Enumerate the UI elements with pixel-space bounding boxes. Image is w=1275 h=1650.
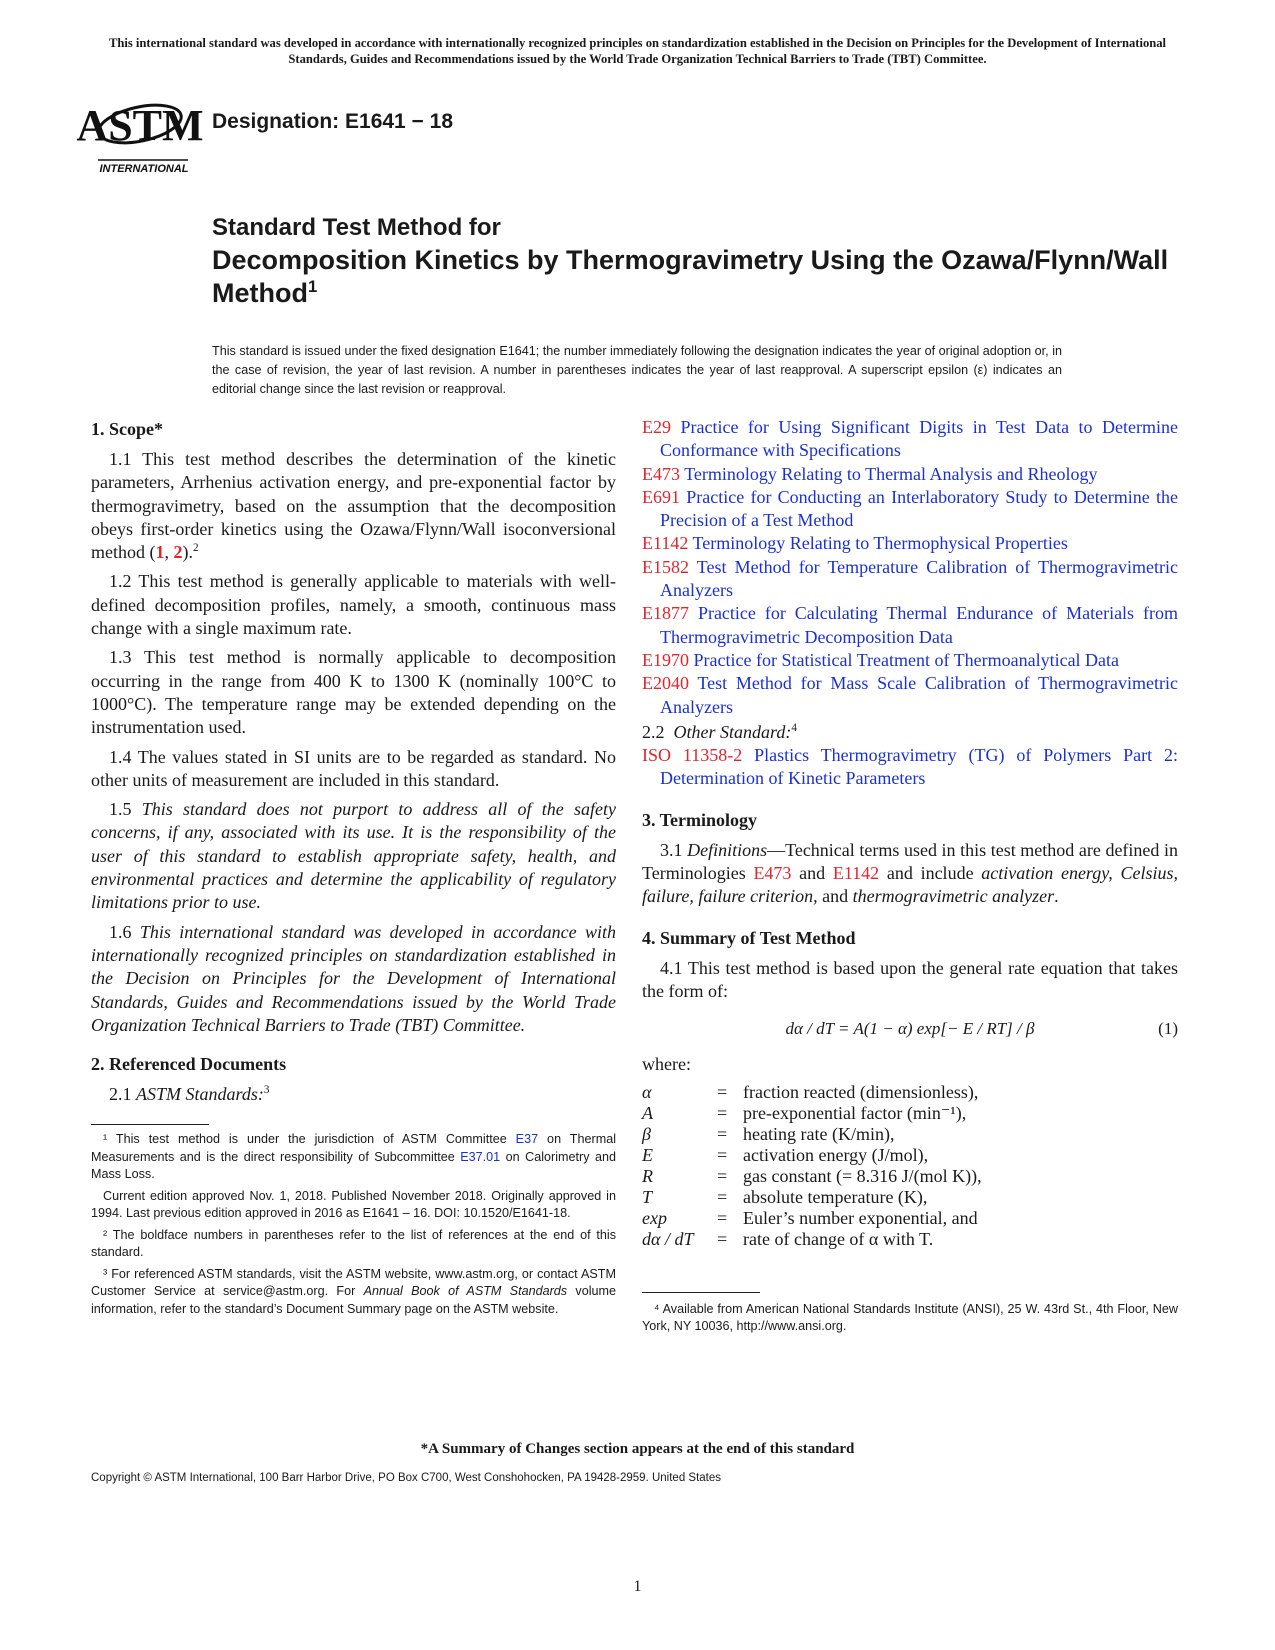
title-line1: Standard Test Method for [212, 214, 501, 241]
variable-row: A = pre-exponential factor (min⁻¹), [642, 1102, 967, 1123]
section-summary-heading: 4. Summary of Test Method [642, 927, 856, 948]
astm-reference-item[interactable]: E1970 Practice for Statistical Treatment of Thermoanalytical Data [642, 649, 1120, 670]
astm-reference-item[interactable]: E473 Terminology Relating to Thermal Analysis and Rheology [642, 463, 1098, 484]
variable-row: dα / dT = rate of change of α with T. [642, 1228, 934, 1249]
footnote-1-edition: Current edition approved Nov. 1, 2018. Published November 2018. Originally approved in 1994. Last previous edition approved in 2016 as E1641 – 16. DOI: 10.1520/E1641-18. [91, 1188, 616, 1221]
link-e473[interactable]: E473 [753, 863, 792, 884]
left-column [91, 416, 616, 1322]
title-block [212, 212, 1172, 310]
link-e37[interactable]: E37 [515, 1132, 539, 1147]
variable-row: α = fraction reacted (dimensionless), [642, 1081, 979, 1102]
para-3-1: 3.1 Definitions—Technical terms used in this test method are defined in Terminologies E473 and E1142 and include activation energy, Celsius, failure, failure criterion, and thermogravimetric analyzer. [642, 839, 1179, 907]
astm-logo [76, 86, 204, 182]
astm-reference-item[interactable]: E691 Practice for Conducting an Interlaboratory Study to Determine the Precision of a Test Method [642, 486, 1179, 531]
footnote-rule-right [642, 1292, 760, 1293]
link-e37-01[interactable]: E37.01 [460, 1149, 501, 1164]
where-label: where: [642, 1053, 691, 1074]
para-1-6: 1.6 This international standard was developed in accordance with internationally recognized principles on standardization established in the Decision on Principles for the Development of International Standards, Guides and Recommendations issued by the World Trade Organization Technical Barriers to Trade (TBT) Committee. [91, 921, 616, 1035]
iso-reference[interactable]: ISO 11358-2 Plastics Thermogravimetry (TG) of Polymers Part 2: Determination of Kinetic Parameters [642, 745, 1178, 789]
para-1-2: 1.2 This test method is generally applicable to materials with well-defined decomposition profiles, namely, a smooth, continuous mass change with a single maximum rate. [91, 571, 616, 639]
title-line2: Decomposition Kinetics by Thermogravimetry Using the Ozawa/Flynn/Wall Method$^1$ [212, 245, 1169, 308]
logo-letters: ASTM [76, 101, 204, 150]
astm-reference-item[interactable]: E1877 Practice for Calculating Thermal Endurance of Materials from Thermogravimetric Decomposition Data [642, 603, 1178, 647]
section-terminology-heading: 3. Terminology [642, 809, 758, 830]
variable-table [642, 1082, 982, 1250]
variable-row: R = gas constant (= 8.316 J/(mol K)), [642, 1165, 982, 1186]
para-1-1: 1.1 This test method describes the determination of the kinetic parameters, Arrhenius activation energy, and pre-exponential factor by thermogravimetry, based on the assumption that the decomposition obeys first-order kinetics using the Ozawa/Flynn/Wall isoconversional method (1, 2).$^2$ [91, 449, 616, 563]
variable-row: exp = Euler’s number exponential, and [642, 1207, 978, 1228]
rate-equation [642, 1017, 1178, 1040]
astm-reference-item[interactable]: E1582 Test Method for Temperature Calibration of Thermogravimetric Analyzers [642, 556, 1178, 601]
para-1-3: 1.3 This test method is normally applicable to decomposition occurring in the range from 400 K to 1300 K (nominally 100°C to 1000°C). The temperature range may be extended depending on the instrumentation used. [91, 647, 616, 738]
section-referenced-heading: 2. Referenced Documents [91, 1054, 287, 1075]
astm-reference-item[interactable]: E29 Practice for Using Significant Digits in Test Data to Determine Conformance with Specifications [642, 417, 1178, 461]
equation-number: (1) [1158, 1019, 1178, 1039]
summary-note: *A Summary of Changes section appears at the end of this standard [420, 1441, 855, 1457]
logo-label: INTERNATIONAL [99, 163, 189, 175]
variable-row: β = heating rate (K/min), [642, 1123, 895, 1144]
astm-reference-item[interactable]: E2040 Test Method for Mass Scale Calibration of Thermogravimetric Analyzers [642, 673, 1178, 717]
footnote-rule-left [91, 1124, 209, 1125]
ref-link-2[interactable]: 2 [173, 542, 183, 563]
para-2-2: 2.2 Other Standard:$^4$ [642, 721, 797, 742]
link-e1142[interactable]: E1142 [832, 863, 880, 884]
ref-link-1[interactable]: 1 [155, 542, 165, 563]
footnote-1: ¹ This test method is under the jurisdiction of ASTM Committee E37 on Thermal Measurements and is the direct responsibility of Subcommittee E37.01 on Calorimetry and Mass Loss. [91, 1132, 616, 1182]
footnote-3: ³ For referenced ASTM standards, visit the ASTM website, www.astm.org, or contact ASTM Customer Service at service@astm.org. For Annual Book of ASTM Standards volume information, refer to the standard’s Document Summary page on the ASTM website. [91, 1266, 616, 1316]
designation: Designation: E1641 − 18 [212, 110, 454, 133]
top-notice: This international standard was developed in accordance with internationally recognized principles on standardization established in the Decision on Principles for the Development of International Standards, Guides and Recommendations issued by the World Trade Organization Technical Barriers to Trade (TBT) Committee. [108, 36, 1167, 66]
astm-logo-icon [76, 86, 204, 182]
page-number: 1 [633, 1578, 642, 1595]
footnotes-left [91, 1131, 616, 1318]
para-4-1: 4.1 This test method is based upon the general rate equation that takes the form of: [642, 957, 1178, 1001]
astm-reference-list [642, 416, 1178, 719]
section-scope-heading: 1. Scope* [91, 419, 163, 439]
astm-reference-item[interactable]: E1142 Terminology Relating to Thermophysical Properties [642, 533, 1068, 554]
footnote-2: ² The boldface numbers in parentheses refer to the list of references at the end of this standard. [91, 1227, 616, 1260]
para-1-4: 1.4 The values stated in SI units are to be regarded as standard. No other units of measurement are included in this standard. [91, 746, 616, 790]
variable-row: E = activation energy (J/mol), [642, 1144, 929, 1165]
para-2-1: 2.1 ASTM Standards:$^3$ [109, 1084, 270, 1105]
footnote-4: ⁴ Available from American National Standards Institute (ANSI), 25 W. 43rd St., 4th Floor, New York, NY 10036, http://www.ansi.org. [642, 1301, 1178, 1334]
right-column [642, 416, 1178, 1340]
equation-body: dα / dT = A(1 − α) exp[− E / RT] / β [785, 1019, 1035, 1039]
copyright: Copyright © ASTM International, 100 Barr Harbor Drive, PO Box C700, West Conshohocken, PA 19428-2959. United States [91, 1472, 722, 1484]
issuance-note: This standard is issued under the fixed designation E1641; the number immediately following the designation indicates the year of original adoption or, in the case of revision, the year of last revision. A number in parentheses indicates the year of last reapproval. A superscript epsilon (ε) indicates an editorial change since the last revision or reapproval. [212, 344, 1062, 396]
para-1-5: 1.5 This standard does not purport to address all of the safety concerns, if any, associated with its use. It is the responsibility of the user of this standard to establish appropriate safety, health, and environmental practices and determine the applicability of regulatory limitations prior to use. [91, 799, 617, 913]
variable-row: T = absolute temperature (K), [642, 1186, 928, 1207]
